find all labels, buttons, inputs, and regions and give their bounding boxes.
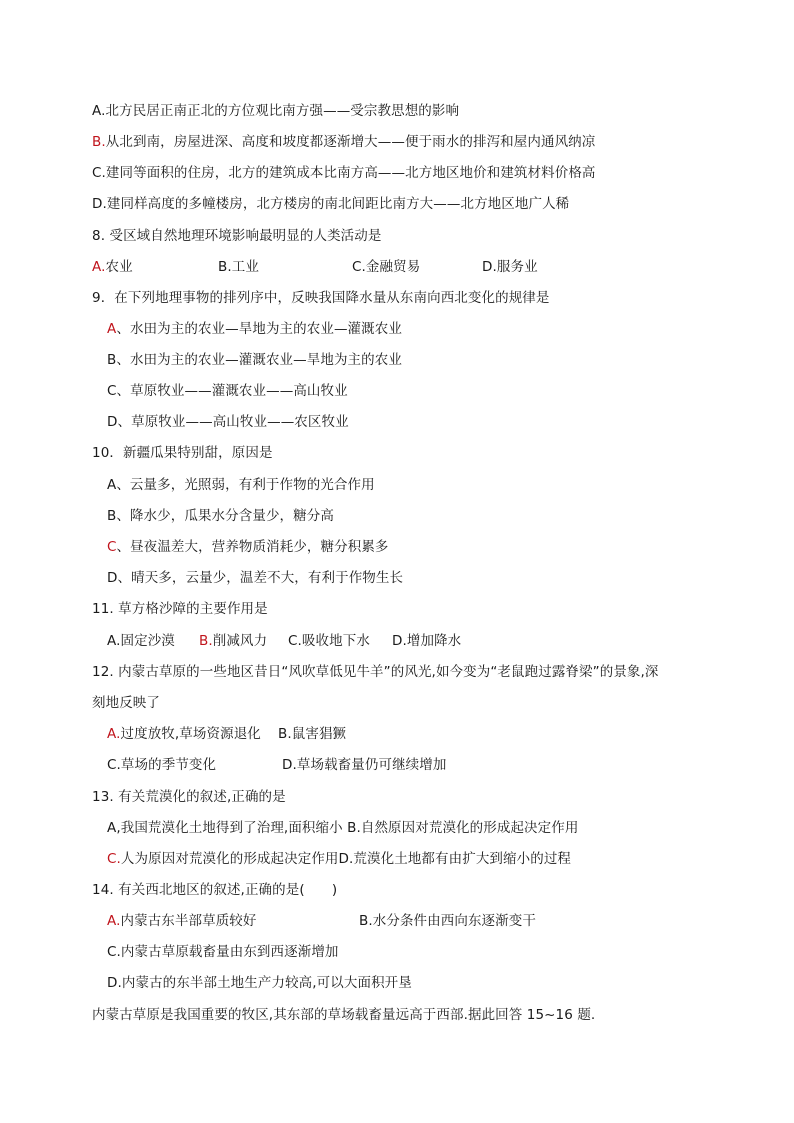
answer-mark: A.	[107, 726, 121, 742]
q11-option-c: C.吸收地下水	[288, 633, 370, 649]
q11-option-b: B.削减风力	[199, 633, 268, 649]
answer-mark: C	[107, 539, 117, 555]
q8-option-c: C.金融贸易	[352, 259, 421, 275]
q10-option-d: D、晴天多，云量少，温差不大，有利于作物生长	[107, 570, 404, 586]
q14-option-d: D.内蒙古的东半部土地生产力较高,可以大面积开垦	[107, 975, 412, 991]
q10-option-c: C、昼夜温差大，营养物质消耗少，糖分积累多	[107, 539, 389, 555]
q12-options-row-1	[107, 725, 346, 743]
answer-mark: A	[107, 321, 117, 337]
q9-option-a: A、水田为主的农业—旱地为主的农业—灌溉农业	[107, 321, 402, 337]
q12-options-row-2	[107, 756, 447, 774]
q12-option-c: C.草场的季节变化	[107, 757, 217, 773]
q8-option-d: D.服务业	[482, 259, 538, 275]
q9-stem: 9．在下列地理事物的排列序中，反映我国降水量从东南向西北变化的规律是	[92, 290, 550, 306]
q10-option-b: B、降水少，瓜果水分含量少，糖分高	[107, 508, 334, 524]
q7-option-c: C.建同等面积的住房，北方的建筑成本比南方高——北方地区地价和建筑材料价格高	[92, 165, 596, 181]
q13-option-d: D.荒漠化土地都有由扩大到缩小的过程	[338, 851, 572, 867]
q12-stem-line-2: 刻地反映了	[92, 695, 160, 711]
q14-options-row-1	[107, 912, 536, 930]
q13-option-c: C.人为原因对荒漠化的形成起决定作用	[107, 851, 339, 867]
q12-option-d: D.草场载畜量仍可继续增加	[282, 757, 447, 773]
answer-mark: C.	[107, 851, 121, 867]
q7-option-b: B.从北到南，房屋进深、高度和坡度都逐渐增大——便于雨水的排泻和屋内通风纳凉	[92, 134, 596, 150]
q13-options-row-1: A,我国荒漠化土地得到了治理,面积缩小 B.自然原因对荒漠化的形成起决定作用	[107, 820, 579, 836]
q9-option-c: C、草原牧业——灌溉农业——高山牧业	[107, 383, 348, 399]
q10-option-a: A、云量多，光照弱，有利于作物的光合作用	[107, 477, 375, 493]
q13-stem: 13. 有关荒漠化的叙述,正确的是	[92, 789, 286, 805]
q12-option-b: B.鼠害猖獗	[278, 726, 347, 742]
passage-intro: 内蒙古草原是我国重要的牧区,其东部的草场载畜量远高于西部.据此回答 15~16 题.	[92, 1007, 596, 1023]
q14-option-a: A.内蒙古东半部草质较好	[107, 913, 257, 929]
q11-stem: 11. 草方格沙障的主要作用是	[92, 601, 268, 617]
q10-stem: 10．新疆瓜果特别甜，原因是	[92, 445, 273, 461]
q14-option-c: C.内蒙古草原载畜量由东到西逐渐增加	[107, 944, 339, 960]
answer-mark: B.	[199, 633, 213, 649]
answer-mark: B.	[92, 134, 106, 150]
q8-option-b: B.工业	[218, 259, 259, 275]
q8-options	[92, 258, 538, 276]
q12-stem-line-1: 12. 内蒙古草原的一些地区昔日“风吹草低见牛羊”的风光,如今变为“老鼠跑过露脊梁”的景象,深	[92, 664, 659, 680]
q14-option-b: B.水分条件由西向东逐渐变干	[359, 913, 536, 929]
answer-mark: A.	[92, 259, 106, 275]
q11-option-a: A.固定沙漠	[107, 633, 175, 649]
q8-option-a: A.农业	[92, 259, 133, 275]
q13-options-row-2	[107, 850, 571, 868]
q7-option-d: D.建同样高度的多幢楼房，北方楼房的南北间距比南方大——北方地区地广人稀	[92, 196, 570, 212]
q14-stem: 14. 有关西北地区的叙述,正确的是( )	[92, 882, 338, 898]
q8-stem: 8. 受区域自然地理环境影响最明显的人类活动是	[92, 228, 382, 244]
q9-option-b: B、水田为主的农业—灌溉农业—旱地为主的农业	[107, 352, 402, 368]
q9-option-d: D、草原牧业——高山牧业——农区牧业	[107, 414, 349, 430]
q7-option-a: A.北方民居正南正北的方位观比南方强——受宗教思想的影响	[92, 103, 460, 119]
q11-option-d: D.增加降水	[392, 633, 462, 649]
answer-mark: A.	[107, 913, 121, 929]
q11-options	[107, 632, 461, 650]
q12-option-a: A.过度放牧,草场资源退化	[107, 726, 261, 742]
